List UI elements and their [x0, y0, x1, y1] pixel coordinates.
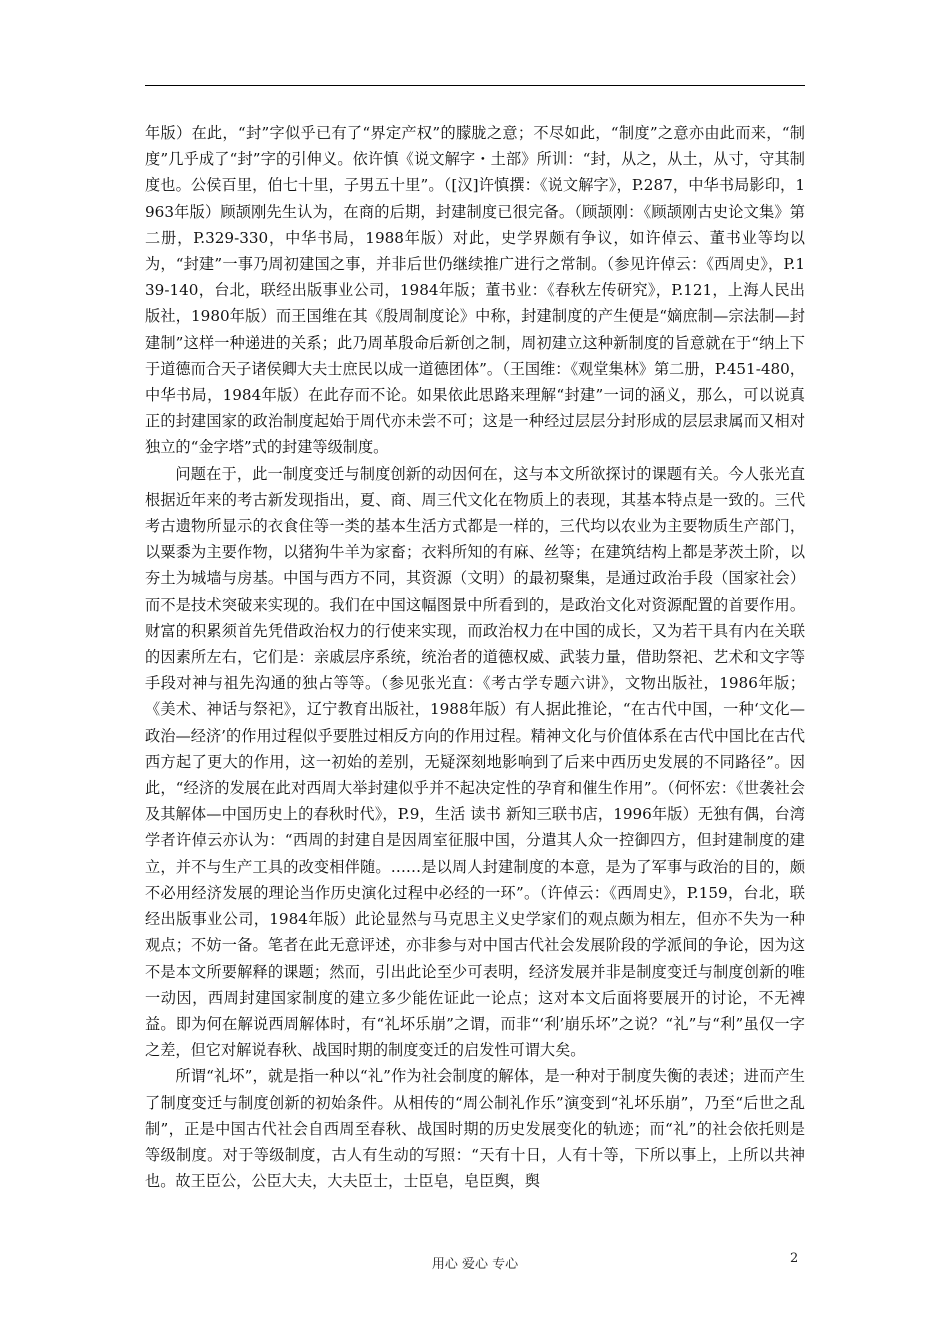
document-body	[145, 120, 805, 1194]
paragraph-continued: 年版）在此，“封”字似乎已有了“界定产权”的朦胧之意；不尽如此，“制度”之意亦由此而来，“制度”几乎成了“封”字的引伸义。依许慎《说文解字・土部》所训：“封，从之，从土，从寸，守其制度也。公侯百里，伯七十里，子男五十里”。（[汉]许慎撰：《说文解字》，P.287，中华书局影印，1963年版）顾颉刚先生认为，在商的后期，封建制度已很完备。（顾颉刚：《顾颉刚古史论文集》第二册，P.329-330，中华书局，1988年版）对此，史学界颇有争议，如许倬云、董书业等均以为，“封建”一事乃周初建国之事，并非后世仍继续推广进行之常制。（参见许倬云：《西周史》，P.139-140，台北，联经出版事业公司，1984年版；董书业：《春秋左传研究》，P.121，上海人民出版社，1980年版）而王国维在其《殷周制度论》中称，封建制度的产生便是“嫡庶制—宗法制—封建制”这样一种递进的关系；此乃周革殷命后新创之制，周初建立这种新制度的旨意就在于“纳上下于道德而合天子诸侯卿大夫士庶民以成一道德团体”。（王国维：《观堂集林》第二册，P.451-480，中华书局，1984年版）在此存而不论。如果依此思路来理解“封建”一词的涵义，那么，可以说真正的封建国家的政治制度起始于周代亦未尝不可；这是一种经过层层分封形成的层层隶属而又相对独立的“金字塔”式的封建等级制度。	[145, 124, 805, 457]
paragraph: 所谓“礼坏”，就是指一种以“礼”作为社会制度的解体，是一种对于制度失衡的表述；进而产生了制度变迁与制度创新的初始条件。从相传的“周公制礼作乐”演变到“礼坏乐崩”，乃至“后世之乱制”，正是中国古代社会自西周至春秋、战国时期的历史发展变化的轨迹；而“礼”的社会依托则是等级制度。对于等级制度，古人有生动的写照：“天有十日，人有十等，下所以事上，上所以共神也。故王臣公，公臣大夫，大夫臣士，士臣皂，皂臣舆，舆	[145, 1067, 805, 1191]
header-rule	[145, 85, 805, 86]
footer-motto: 用心 爱心 专心	[431, 1257, 519, 1272]
paragraph: 问题在于，此一制度变迁与制度创新的动因何在，这与本文所欲探讨的课题有关。今人张光直根据近年来的考古新发现指出，夏、商、周三代文化在物质上的表现，其基本特点是一致的。三代考古遗物所显示的衣食住等一类的基本生活方式都是一样的，三代均以农业为主要物质生产部门，以粟黍为主要作物，以猪狗牛羊为家畜；衣料所知的有麻、丝等；在建筑结构上都是茅茨土阶，以夯土为城墙与房基。中国与西方不同，其资源（文明）的最初聚集，是通过政治手段（国家社会）而不是技术突破来实现的。我们在中国这幅图景中所看到的，是政治文化对资源配置的首要作用。财富的积累须首先凭借政治权力的行使来实现，而政治权力在中国的成长，又为若干具有内在关联的因素所左右，它们是：亲戚层序系统，统治者的道德权威、武装力量，借助祭祀、艺术和文字等手段对神与祖先沟通的独占等等。（参见张光直：《考古学专题六讲》，文物出版社，1986年版；《美术、神话与祭祀》，辽宁教育出版社，1988年版）有人据此推论，“在古代中国，一种‘文化—政治—经济’的作用过程似乎要胜过相反方向的作用过程。精神文化与价值体系在古代中国比在古代西方起了更大的作用，这一初始的差别，无疑深刻地影响到了后来中西历史发展的不同路径”。因此，“经济的发展在此对西周大举封建似乎并不起决定性的孕育和催生作用”。（何怀宏：《世袭社会及其解体—中国历史上的春秋时代》，P.9，生活 读书 新知三联书店，1996年版）无独有偶，台湾学者许倬云亦认为：“西周的封建自是因周室征服中国，分遣其人众一控御四方，但封建制度的建立，并不与生产工具的改变相伴随。……是以周人封建制度的本意，是为了军事与政治的目的，颇不必用经济发展的理论当作历史演化过程中必经的一环”。（许倬云：《西周史》，P.159，台北，联经出版事业公司，1984年版）此论显然与马克思主义史学家们的观点颇为相左，但亦不失为一种观点；不妨一备。笔者在此无意评述，亦非参与对中国古代社会发展阶段的学派间的争论，因为这不是本文所要解释的课题；然而，引出此论至少可表明，经济发展并非是制度变迁与制度创新的唯一动因，西周封建国家制度的建立多少能佐证此一论点；这对本文后面将要展开的讨论，不无裨益。即为何在解说西周解体时，有“礼坏乐崩”之谓，而非“‘利’崩乐坏”之说？“礼”与“利”虽仅一字之差，但它对解说春秋、战国时期的制度变迁的启发性可谓大矣。	[145, 464, 805, 1060]
page-number: 2	[790, 1251, 799, 1266]
